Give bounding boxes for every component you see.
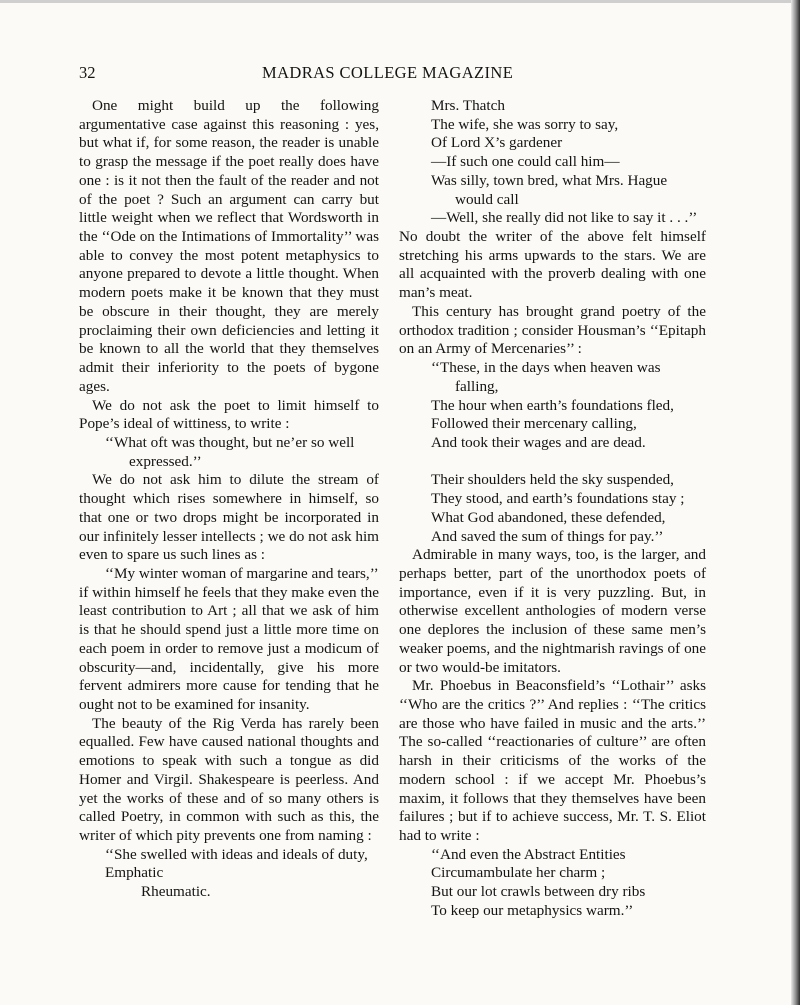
- paragraph: This century has brought grand poetry of the orthodox tradition ; consider Housman’s ‘‘Epitaph on an Army of Mercenaries’’ :: [399, 302, 706, 358]
- page-binding-edge: [791, 0, 800, 1005]
- paragraph: We do not ask the poet to limit himself to Pope’s ideal of wittiness, to write :: [79, 396, 379, 433]
- quotation: [399, 359, 706, 546]
- verse-line: ‘‘These, in the days when heaven was falling,: [431, 359, 661, 395]
- verse-line: Of Lord X’s gardener: [431, 134, 563, 152]
- paragraph: if within himself he feels that they make even the least contribution to Art ; all that we ask of him is that he should spend just a little more time on each poem in order to remove just a modicum of obscurity—and, incidentally, give his more fervent admirers more cause for tending that he ought not to be examined for insanity.: [79, 583, 379, 713]
- verse-line: —Well, she really did not like to say it . . .’’: [431, 209, 698, 227]
- verse-line: ‘‘What oft was thought, but ne’er so well expressed.’’: [105, 433, 355, 470]
- paragraph: The beauty of the Rig Verda has rarely been equalled. Few have caused national thoughts and emotions to speak with such a tongue as did Homer and Virgil. Shakespeare is peerless. And yet the works of these and of so many others is called Poetry, in common with such as this, the writer of which pity prevents one from naming :: [79, 714, 379, 845]
- verse-line: They stood, and earth’s foundations stay ;: [431, 490, 685, 508]
- verse-line: ‘‘And even the Abstract Entities: [431, 845, 626, 863]
- verse-line: ‘‘She swelled with ideas and ideals of duty,: [105, 845, 368, 863]
- page-number: 32: [79, 63, 96, 82]
- paragraph: One might build up the following argumentative case against this reasoning : yes, but what if, for some reason, the reader is unable to grasp the message if the poet really does have one : is it not then the fault of the reader and not of the poet ? Such an argument can carry but little weight when we reflect that Wordsworth in the ‘‘Ode on the Intimations of Immortality’’ was able to convey the most potent metaphysics to anyone prepared to devote a little thought. When modern poets make it be known that they must be obscure in their thought, they are merely proclaiming their own deficiencies and letting it be known to all the world that they themselves admit their inferiority to the poets of bygone ages.: [79, 97, 379, 395]
- verse-line: Followed their mercenary calling,: [431, 415, 637, 433]
- paragraph: No doubt the writer of the above felt himself stretching his arms upwards to the stars. We are all acquainted with the proverb dealing with one man’s meat.: [399, 228, 706, 302]
- verse-line: Emphatic: [105, 864, 164, 882]
- verse-line: And took their wages and are dead.: [431, 433, 646, 451]
- verse-line: Circumambulate her charm ;: [431, 864, 606, 882]
- quotation: [79, 434, 379, 471]
- stanza-break: [431, 453, 706, 472]
- verse-line: To keep our metaphysics warm.’’: [431, 901, 634, 919]
- running-head: MADRAS COLLEGE MAGAZINE: [262, 63, 514, 82]
- verse-line: Their shoulders held the sky suspended,: [431, 471, 674, 489]
- quotation: [399, 846, 706, 921]
- verse-line: But our lot crawls between dry ribs: [431, 883, 646, 901]
- right-column: [399, 97, 706, 921]
- paragraph: Admirable in many ways, too, is the larger, and perhaps better, part of the unorthodox poets of importance, even if it is very puzzling. But, in otherwise excellent anthologies of modern verse one deplores the inclusion of these same men’s weaker poems, and the nightmarish ravings of one or two would-be imitators.: [399, 546, 706, 676]
- quotation: [79, 565, 379, 584]
- verse-line: Rheumatic.: [141, 883, 211, 901]
- verse-line: ‘‘My winter woman of margarine and tears,’’: [105, 564, 379, 582]
- paragraph: We do not ask him to dilute the stream of thought which rises somewhere in himself, so that one or two drops might be incorporated in our infinitely lesser intellects ; we do not ask him even to spare us such lines as :: [79, 471, 379, 564]
- verse-line: And saved the sum of things for pay.’’: [431, 527, 664, 545]
- quotation: [79, 846, 379, 902]
- verse-line: What God abandoned, these defended,: [431, 508, 666, 526]
- verse-line: The wife, she was sorry to say,: [431, 115, 619, 133]
- verse-line: —If such one could call him—: [431, 153, 620, 171]
- verse-line: The hour when earth’s foundations fled,: [431, 396, 674, 414]
- left-column: [79, 97, 379, 902]
- verse-line: Was silly, town bred, what Mrs. Hague would call: [431, 171, 668, 208]
- verse-line: Mrs. Thatch: [431, 97, 505, 114]
- scan-top-edge: [0, 0, 800, 3]
- paragraph: Mr. Phoebus in Beaconsfield’s ‘‘Lothair’’ asks ‘‘Who are the critics ?’’ And replies : ‘‘The critics are those who have failed in music and the arts.’’ The so-called ‘‘reactionaries of culture’’ are often harsh in their criticisms of the works of the modern school : if we accept Mr. Phoebus’s maxim, it follows that they themselves have been failures ; but if to achieve success, Mr. T. S. Eliot had to write :: [399, 677, 706, 845]
- quotation: [399, 97, 706, 228]
